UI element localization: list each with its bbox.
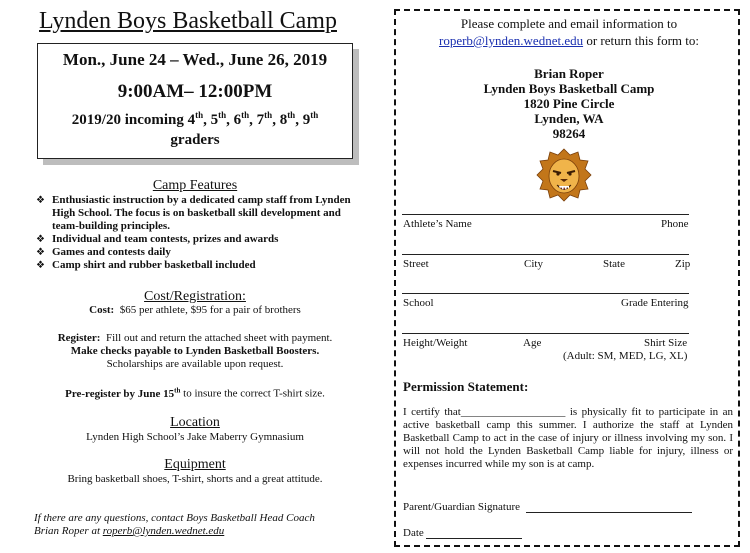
row-line-4 bbox=[402, 333, 689, 334]
date-label: Date bbox=[403, 527, 424, 539]
row-line-1 bbox=[402, 214, 689, 215]
grade-number: 4 bbox=[187, 112, 196, 128]
grade-suffix: th bbox=[195, 110, 204, 120]
feature-item bbox=[36, 246, 356, 259]
row-line-3 bbox=[402, 293, 689, 294]
grade-number: 8 bbox=[279, 112, 288, 128]
contact-note bbox=[34, 512, 364, 538]
school-label: School bbox=[403, 297, 434, 309]
permission-text: I certify that___________________ is physically fit to participate in an active basketball camp this summer. I authorize the staff at Lynden Basketball Camp to act in the case of injury or illness involving my son. I will not hold the Lynden Basketball Camp liable for injury, illness or expenses incurred while my son is at camp. bbox=[403, 406, 733, 470]
feature-text: Individual and team contests, prizes and awards bbox=[52, 233, 279, 245]
zip-label: Zip bbox=[675, 258, 691, 270]
grade-number: 5 bbox=[210, 112, 219, 128]
diamond-bullet-icon: ❖ bbox=[36, 247, 45, 258]
grade-suffix: th bbox=[218, 110, 227, 120]
scholarship-text: Scholarships are available upon request. bbox=[106, 358, 284, 370]
address-line: Brian Roper bbox=[534, 66, 604, 81]
feature-item bbox=[36, 259, 356, 272]
height-weight-label: Height/Weight bbox=[403, 337, 468, 349]
row-line-2 bbox=[402, 254, 689, 255]
grades-suffix: graders bbox=[170, 132, 220, 148]
form-intro bbox=[396, 15, 742, 49]
feature-text: Camp shirt and rubber basketball included bbox=[52, 259, 256, 271]
grade-entering-label: Grade Entering bbox=[621, 297, 689, 309]
features-heading: Camp Features bbox=[152, 178, 238, 193]
location-heading: Location bbox=[170, 415, 220, 430]
feature-item bbox=[36, 194, 356, 233]
permission-heading: Permission Statement: bbox=[403, 379, 529, 394]
contact-line1: If there are any questions, contact Boys Basketball Head Coach bbox=[34, 512, 315, 524]
prereg-sup: th bbox=[174, 386, 181, 394]
address-line: Lynden, WA bbox=[534, 111, 604, 126]
signature-line[interactable] bbox=[526, 512, 692, 513]
camp-dates: Mon., June 24 – Wed., June 26, 2019 bbox=[62, 50, 328, 69]
grades-list: 4th, 5th, 6th, 7th, 8th, 9th bbox=[187, 110, 319, 128]
state-label: State bbox=[603, 258, 625, 270]
feature-text: Games and contests daily bbox=[52, 246, 171, 258]
date-line[interactable] bbox=[426, 538, 522, 539]
grade-number: 6 bbox=[233, 112, 242, 128]
camp-grades bbox=[48, 105, 342, 150]
dates-box bbox=[37, 43, 353, 159]
register-label: Register: bbox=[57, 332, 101, 344]
address-line: 1820 Pine Circle bbox=[523, 96, 615, 111]
intro-line1: Please complete and email information to bbox=[460, 16, 678, 31]
contact-line2: Brian Roper at bbox=[34, 525, 103, 537]
form-email-link[interactable]: roperb@lynden.wednet.edu bbox=[439, 33, 584, 48]
contact-email-link[interactable]: roperb@lynden.wednet.edu bbox=[102, 525, 225, 537]
grades-prefix: 2019/20 incoming bbox=[71, 112, 188, 128]
grade-suffix: th bbox=[241, 110, 250, 120]
registration-form bbox=[394, 9, 740, 547]
prereg-rest: to insure the correct T-shirt size. bbox=[183, 387, 325, 400]
shirt-sizes-note: (Adult: SM, MED, LG, XL) bbox=[563, 350, 688, 362]
grade-number: 7 bbox=[256, 112, 265, 128]
features-list bbox=[36, 194, 356, 272]
register-block bbox=[30, 332, 360, 371]
equipment-heading: Equipment bbox=[164, 457, 226, 472]
street-label: Street bbox=[403, 258, 429, 270]
address-line: Lynden Boys Basketball Camp bbox=[483, 81, 655, 96]
shirt-size-label: Shirt Size bbox=[644, 337, 688, 349]
athlete-name-label: Athlete’s Name bbox=[403, 218, 472, 230]
diamond-bullet-icon: ❖ bbox=[36, 195, 45, 206]
address-line: 98264 bbox=[552, 126, 586, 141]
cost-label: Cost: bbox=[89, 304, 115, 316]
feature-item bbox=[36, 233, 356, 246]
location-text: Lynden High School’s Jake Maberry Gymnasium bbox=[86, 431, 304, 443]
register-text: Fill out and return the attached sheet with payment. bbox=[105, 332, 333, 344]
cost-line bbox=[0, 304, 390, 316]
prereg-bold: Pre-register by June 15 bbox=[65, 387, 175, 400]
preregister-note bbox=[30, 386, 360, 400]
camp-time: 9:00AM– 12:00PM bbox=[117, 81, 273, 102]
flyer-title: Lynden Boys Basketball Camp bbox=[39, 8, 337, 34]
city-label: City bbox=[524, 258, 543, 270]
equipment-text: Bring basketball shoes, T-shirt, shorts and a great attitude. bbox=[67, 473, 323, 485]
intro-line2: or return this form to: bbox=[583, 33, 699, 48]
mailing-address bbox=[396, 66, 742, 141]
grade-number: 9 bbox=[302, 112, 311, 128]
grade-suffix: th bbox=[287, 110, 296, 120]
diamond-bullet-icon: ❖ bbox=[36, 260, 45, 271]
feature-text: Enthusiastic instruction by a dedicated camp staff from Lynden High School. The focus is on basketball skill development and team-building principles. bbox=[52, 194, 351, 232]
checks-text: Make checks payable to Lynden Basketball Boosters. bbox=[70, 345, 320, 357]
age-label: Age bbox=[523, 337, 542, 349]
signature-label: Parent/Guardian Signature bbox=[403, 501, 520, 513]
lion-logo-icon bbox=[536, 147, 592, 203]
phone-label: Phone bbox=[661, 218, 689, 230]
cost-heading: Cost/Registration: bbox=[144, 289, 246, 304]
cost-text: $65 per athlete, $95 for a pair of brothers bbox=[119, 304, 301, 316]
diamond-bullet-icon: ❖ bbox=[36, 234, 45, 245]
grade-suffix: th bbox=[264, 110, 273, 120]
grade-suffix: th bbox=[310, 110, 319, 120]
